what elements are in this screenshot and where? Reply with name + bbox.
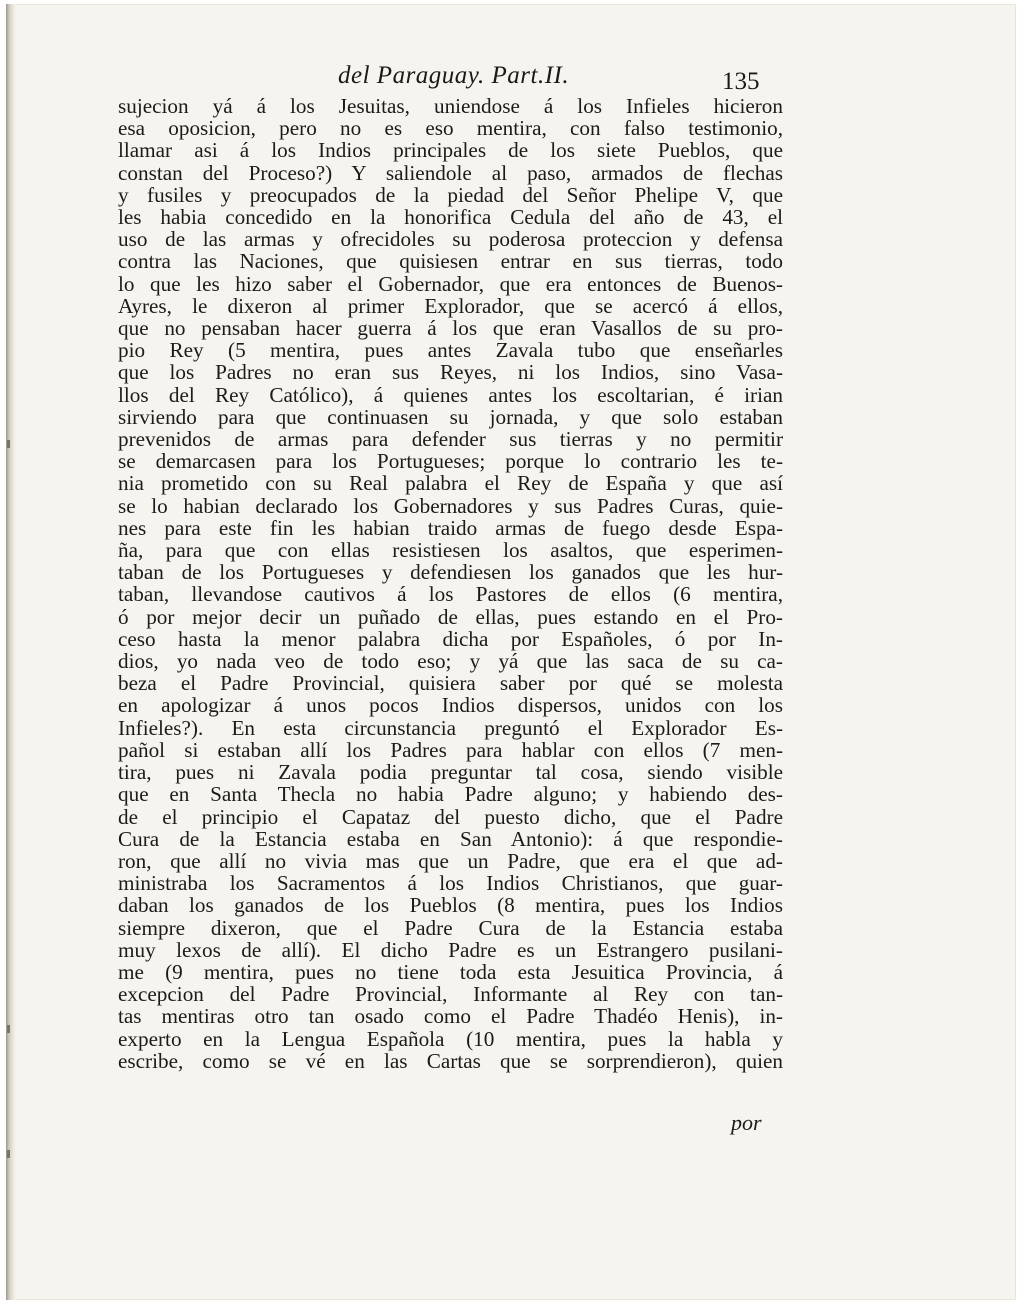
text-line: les habia concedido en la honorifica Cedula del año de 43, el: [118, 205, 783, 230]
text-line: que los Padres no eran sus Reyes, ni los Indios, sino Vasa-: [118, 360, 783, 385]
text-line: ó por mejor decir un puñado de ellas, pues estando en el Pro-: [118, 604, 783, 629]
text-line: experto en la Lengua Española (10 mentira, pues la habla y: [118, 1026, 783, 1051]
text-line: ron, que allí no vivia mas que un Padre, que era el que ad-: [118, 848, 783, 873]
text-line: ña, para que con ellas resistiesen los asaltos, que esperimen-: [118, 538, 783, 563]
text-line: nes para este fin les habian traido armas de fuego desde Espa-: [118, 515, 783, 540]
text-line: llamar asi á los Indios principales de los siete Pueblos, que: [118, 138, 783, 163]
text-line: Infieles?). En esta circunstancia preguntó el Explorador Es-: [118, 715, 783, 740]
text-line: de el principio el Capataz del puesto dicho, que el Padre: [118, 804, 783, 829]
margin-mark: [7, 1150, 10, 1158]
text-line: esa oposicion, pero no es eso mentira, con falso testimonio,: [118, 116, 783, 141]
catchword: por: [731, 1110, 762, 1135]
text-line: tira, pues ni Zavala podia preguntar tal cosa, siendo visible: [118, 760, 783, 785]
text-line: nia prometido con su Real palabra el Rey de España y que así: [118, 471, 783, 496]
text-line: se demarcasen para los Portugueses; porque lo contrario les te-: [118, 449, 783, 474]
body-text: [118, 95, 783, 1072]
text-line: excepcion del Padre Provincial, Informante al Rey con tan-: [118, 982, 783, 1007]
text-line: sujecion yá á los Jesuitas, uniendose á los Infieles hicieron: [118, 94, 783, 118]
text-line: siempre dixeron, que el Padre Cura de la Estancia estaba: [118, 915, 783, 940]
text-line: y fusiles y preocupados de la piedad del Señor Phelipe V, que: [118, 182, 783, 207]
text-line: uso de las armas y ofrecidoles su poderosa proteccion y defensa: [118, 227, 783, 252]
text-line: me (9 mentira, pues no tiene toda esta Jesuitica Provincia, á: [118, 959, 783, 984]
text-line: daban los ganados de los Pueblos (8 mentira, pues los Indios: [118, 893, 783, 918]
text-line: taban, llevandose cautivos á los Pastores de ellos (6 mentira,: [118, 582, 783, 607]
text-line: ministraba los Sacramentos á los Indios Christianos, que guar-: [118, 871, 783, 896]
running-head: del Paraguay. Part.II.: [338, 62, 570, 89]
text-line: dios, yo nada veo de todo eso; y yá que las saca de su ca-: [118, 649, 783, 674]
text-line: Ayres, le dixeron al primer Explorador, que se acercó á ellos,: [118, 293, 783, 318]
text-line: lo que les hizo saber el Gobernador, que era entonces de Buenos-: [118, 271, 783, 296]
text-line: prevenidos de armas para defender sus tierras y no permitir: [118, 427, 783, 452]
text-line: taban de los Portugueses y defendiesen los ganados que les hur-: [118, 560, 783, 585]
text-line: en apologizar á unos pocos Indios dispersos, unidos con los: [118, 693, 783, 718]
text-line: pio Rey (5 mentira, pues antes Zavala tubo que enseñarles: [118, 338, 783, 363]
text-line: contra las Naciones, que quisiesen entrar en sus tierras, todo: [118, 249, 783, 274]
text-line: beza el Padre Provincial, quisiera saber por qué se molesta: [118, 671, 783, 696]
text-line: que en Santa Thecla no habia Padre alguno; y habiendo des-: [118, 782, 783, 807]
text-line: sirviendo para que continuasen su jornada, y que solo estaban: [118, 404, 783, 429]
text-line: escribe, como se vé en las Cartas que se sorprendieron), quien: [118, 1048, 783, 1073]
text-line: pañol si estaban allí los Padres para hablar con ellos (7 men-: [118, 737, 783, 762]
text-line: constan del Proceso?) Y saliendole al paso, armados de flechas: [118, 160, 783, 185]
margin-mark: [7, 1025, 10, 1033]
text-line: tas mentiras otro tan osado como el Padre Thadéo Henis), in-: [118, 1004, 783, 1029]
text-line: Cura de la Estancia estaba en San Antonio): á que respondie-: [118, 826, 783, 851]
text-line: muy lexos de allí). El dicho Padre es un Estrangero pusilani-: [118, 937, 783, 962]
page-binding-edge: [6, 4, 16, 1300]
text-line: llos del Rey Católico), á quienes antes los escoltarian, é irian: [118, 382, 783, 407]
page-number: 135: [722, 68, 760, 95]
text-line: que no pensaban hacer guerra á los que eran Vasallos de su pro-: [118, 316, 783, 341]
margin-mark: [7, 440, 10, 448]
text-line: ceso hasta la menor palabra dicha por Españoles, ó por In-: [118, 626, 783, 651]
text-line: se lo habian declarado los Gobernadores y sus Padres Curas, quie-: [118, 493, 783, 518]
